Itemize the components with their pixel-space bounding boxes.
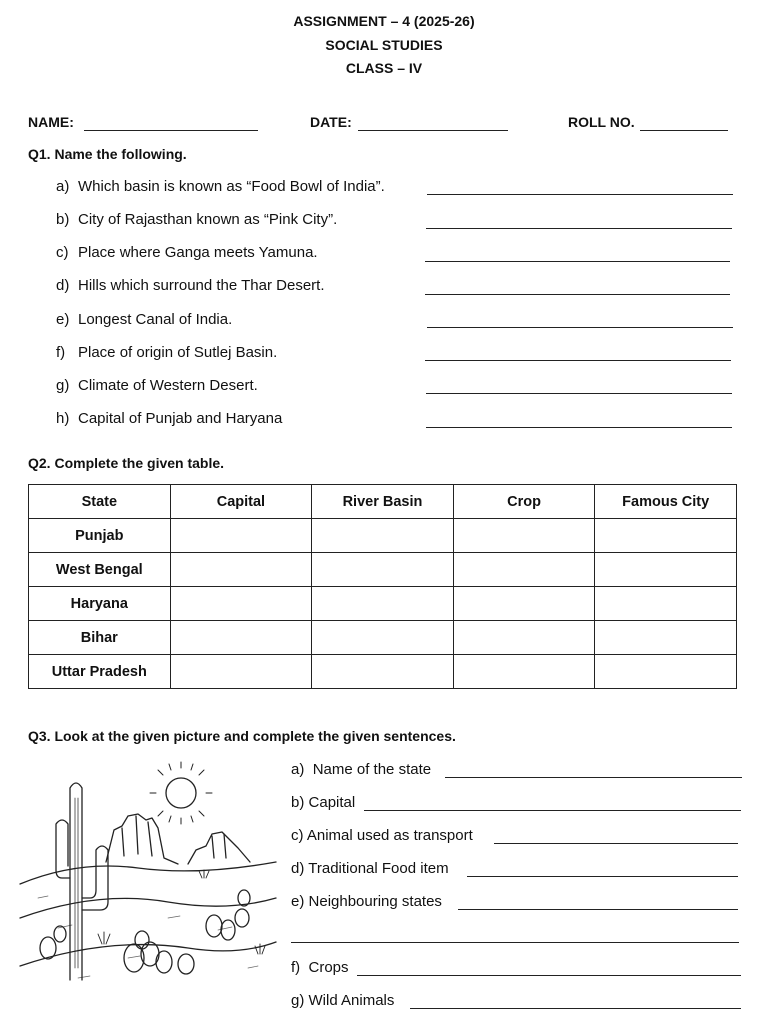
answer-cell[interactable] (170, 587, 312, 621)
cactus-icon (56, 783, 108, 980)
answer-cell[interactable] (453, 655, 595, 689)
state-cell: West Bengal (29, 553, 171, 587)
answer-cell[interactable] (595, 553, 737, 587)
q1-answer-h[interactable] (426, 427, 732, 428)
state-cell: Bihar (29, 621, 171, 655)
name-label: NAME: (28, 114, 74, 130)
prickly-pear-cactus (40, 890, 250, 974)
answer-cell[interactable] (170, 519, 312, 553)
answer-cell[interactable] (453, 519, 595, 553)
answer-cell[interactable] (595, 587, 737, 621)
desert-shrubs (98, 870, 265, 954)
assignment-title: ASSIGNMENT – 4 (2025-26) (293, 13, 475, 29)
desert-illustration (18, 758, 280, 994)
q3-item-d: d) Traditional Food item (291, 860, 449, 877)
sand-dunes (20, 862, 276, 978)
q2-title: Q2. Complete the given table. (28, 455, 225, 471)
roll-number-label: ROLL NO. (568, 114, 635, 130)
q3-item-e: e) Neighbouring states (291, 893, 442, 910)
answer-cell[interactable] (453, 621, 595, 655)
q1-answer-a[interactable] (427, 194, 733, 195)
q3-answer-f[interactable] (357, 975, 741, 976)
sun-icon (150, 762, 212, 824)
q1-answer-c[interactable] (425, 261, 730, 262)
q3-answer-e[interactable] (458, 909, 738, 910)
q3-item-b: b) Capital (291, 794, 356, 811)
q3-answer-g[interactable] (410, 1008, 741, 1009)
answer-cell[interactable] (312, 587, 454, 621)
q1-answer-e[interactable] (427, 327, 733, 328)
q3-answer-c[interactable] (494, 843, 738, 844)
answer-cell[interactable] (595, 655, 737, 689)
column-header: Crop (453, 485, 595, 519)
q1-answer-b[interactable] (426, 228, 732, 229)
q1-item-b: b) City of Rajasthan known as “Pink City”. (56, 211, 338, 228)
answer-cell[interactable] (595, 621, 737, 655)
q1-title: Q1. Name the following. (28, 146, 187, 162)
table-row (29, 553, 737, 587)
q1-answer-g[interactable] (426, 393, 732, 394)
answer-cell[interactable] (170, 621, 312, 655)
q3-item-a: a) Name of the state (291, 761, 432, 778)
column-header: State (29, 485, 171, 519)
q3-item-f: f) Crops (291, 959, 349, 976)
table-row (29, 621, 737, 655)
mesa-rocks (106, 814, 250, 864)
q1-answer-f[interactable] (425, 360, 731, 361)
q1-item-a: a) Which basin is known as “Food Bowl of India”. (56, 178, 385, 195)
q3-answer-b[interactable] (364, 810, 741, 811)
roll-number-field[interactable] (640, 130, 728, 131)
answer-cell[interactable] (453, 553, 595, 587)
state-cell: Haryana (29, 587, 171, 621)
answer-cell[interactable] (312, 553, 454, 587)
answer-cell[interactable] (170, 655, 312, 689)
q1-item-c: c) Place where Ganga meets Yamuna. (56, 244, 318, 261)
date-field[interactable] (358, 130, 508, 131)
table-row (29, 519, 737, 553)
table-header-row (29, 485, 737, 519)
name-field[interactable] (84, 130, 258, 131)
q1-item-e: e) Longest Canal of India. (56, 311, 233, 328)
column-header: River Basin (312, 485, 454, 519)
class-title: CLASS – IV (345, 60, 423, 76)
subject-title: SOCIAL STUDIES (325, 37, 443, 53)
state-table (28, 484, 737, 689)
answer-cell[interactable] (312, 655, 454, 689)
q3-answer-e-continued[interactable] (291, 942, 739, 943)
q1-item-h: h) Capital of Punjab and Haryana (56, 410, 283, 427)
table-row (29, 587, 737, 621)
column-header: Famous City (595, 485, 737, 519)
answer-cell[interactable] (453, 587, 595, 621)
table-row (29, 655, 737, 689)
q3-item-c: c) Animal used as transport (291, 827, 473, 844)
q3-title: Q3. Look at the given picture and complete the given sentences. (28, 728, 456, 744)
answer-cell[interactable] (312, 519, 454, 553)
answer-cell[interactable] (595, 519, 737, 553)
answer-cell[interactable] (170, 553, 312, 587)
q1-item-g: g) Climate of Western Desert. (56, 377, 258, 394)
q1-answer-d[interactable] (425, 294, 730, 295)
date-label: DATE: (310, 114, 352, 130)
q3-answer-a[interactable] (445, 777, 742, 778)
column-header: Capital (170, 485, 312, 519)
state-cell: Uttar Pradesh (29, 655, 171, 689)
q1-item-f: f) Place of origin of Sutlej Basin. (56, 344, 278, 361)
q3-answer-d[interactable] (467, 876, 738, 877)
answer-cell[interactable] (312, 621, 454, 655)
q1-item-d: d) Hills which surround the Thar Desert. (56, 277, 325, 294)
q3-item-g: g) Wild Animals (291, 992, 395, 1009)
state-cell: Punjab (29, 519, 171, 553)
